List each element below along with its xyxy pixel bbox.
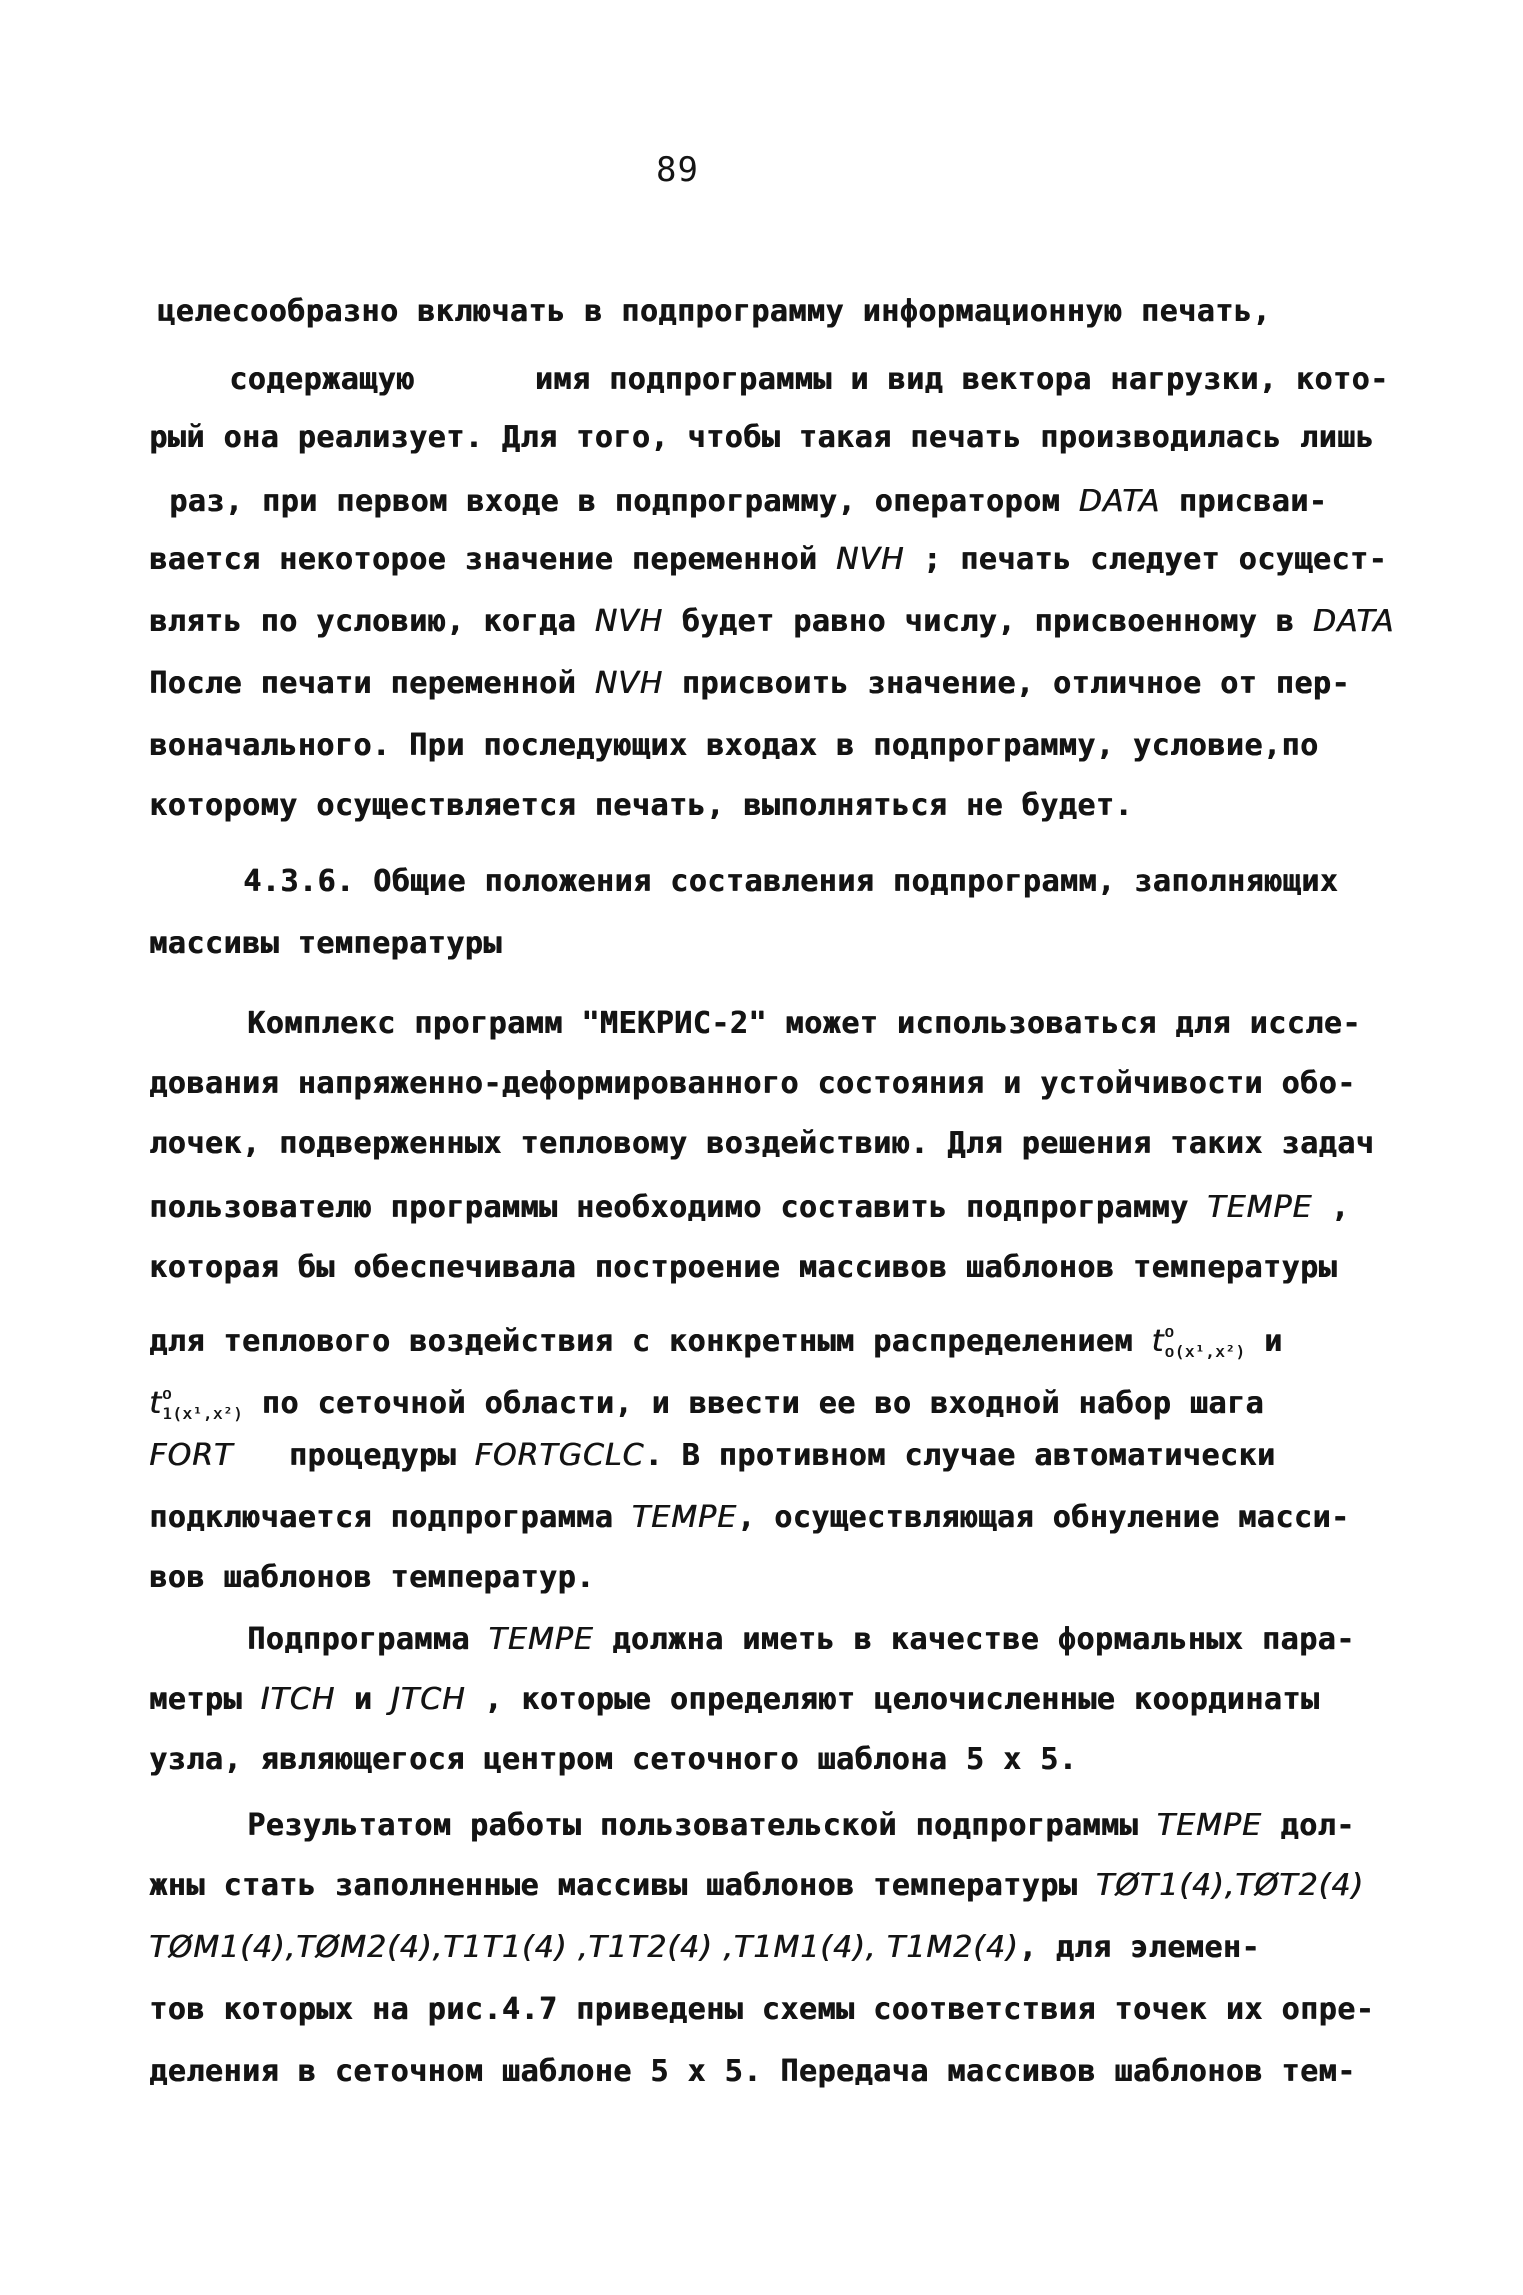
text-fragment: , осуществляющая обнуление масси- xyxy=(736,1500,1350,1535)
code-identifier: NVH xyxy=(594,604,664,639)
page-number: 89 xyxy=(656,150,699,190)
text-fragment: Подпрограмма xyxy=(247,1622,489,1657)
text-fragment: присваи- xyxy=(1160,484,1328,519)
text-fragment: ; печать следует осущест- xyxy=(904,542,1388,577)
text-fragment: дования напряженно-деформированного состояния и устойчивости обо- xyxy=(149,1066,1356,1101)
text-fragment: вов шаблонов температур. xyxy=(149,1560,595,1595)
text-fragment: метры xyxy=(149,1682,261,1717)
code-identifier: TEMPE xyxy=(1156,1808,1262,1843)
text-fragment: пользователю программы необходимо составить подпрограмму xyxy=(149,1190,1208,1225)
code-identifier: FORT xyxy=(149,1438,234,1473)
code-identifier: JTCH xyxy=(390,1682,466,1717)
text-fragment: должна иметь в качестве формальных пара- xyxy=(593,1622,1355,1657)
text-fragment: воначального. При последующих входах в подпрограмму, условие,по xyxy=(149,728,1319,763)
text-fragment: которая бы обеспечивала построение массивов шаблонов температуры xyxy=(149,1250,1338,1285)
text-fragment: которому осуществляется печать, выполняться не будет. xyxy=(149,788,1133,823)
text-fragment: процедуры xyxy=(233,1438,475,1473)
text-fragment: узла, являющегося центром сеточного шаблона 5 х 5. xyxy=(149,1742,1078,1777)
code-identifier: ITCH xyxy=(260,1682,336,1717)
text-fragment: , которые определяют целочисленные координаты xyxy=(465,1682,1320,1717)
text-fragment: влять по условию, когда xyxy=(149,604,595,639)
superscript: o xyxy=(161,1384,173,1403)
text-fragment: вается некоторое значение переменной xyxy=(149,542,836,577)
text-fragment: имя подпрограммы и вид вектора нагрузки, кото- xyxy=(534,362,1389,397)
text-fragment: и xyxy=(335,1682,391,1717)
text-fragment: целесообразно включать в подпрограмму информационную печать, xyxy=(157,294,1271,329)
text-fragment: будет равно числу, присвоенному в xyxy=(663,604,1313,639)
code-identifier: TEMPE xyxy=(631,1500,737,1535)
text-fragment: После печати переменной xyxy=(149,666,595,701)
section-heading-text: массивы температуры xyxy=(149,926,502,961)
text-fragment: лочек, подверженных тепловому воздействию. Для решения таких задач xyxy=(149,1126,1375,1161)
code-identifier: TØM1(4),TØM2(4),T1T1(4) ,T1T2(4) ,T1M1(4), T1M2(4) xyxy=(149,1930,1019,1965)
code-identifier: FORTGCLC xyxy=(474,1438,645,1473)
subscript: 1(x¹,x²) xyxy=(162,1404,244,1423)
text-fragment: жны стать заполненные массивы шаблонов температуры xyxy=(149,1868,1096,1903)
code-identifier: DATA xyxy=(1078,484,1161,519)
section-heading-text: 4.3.6. Общие положения составления подпрограмм, заполняющих xyxy=(243,864,1339,899)
paragraph-4-line-5 xyxy=(112,2012,1356,2092)
text-fragment: подключается подпрограмма xyxy=(149,1500,632,1535)
code-identifier: DATA xyxy=(1312,604,1395,639)
text-fragment: тов которых на рис.4.7 приведены схемы соответствия точек их опре- xyxy=(149,1992,1375,2027)
text-fragment: по сеточной области, и ввести ее во входной набор шага xyxy=(243,1386,1264,1421)
text-fragment: раз, при первом входе в подпрограмму, оператором xyxy=(169,484,1079,519)
temperature-symbol: t xyxy=(1151,1324,1165,1359)
text-fragment: Результатом работы пользовательской подпрограммы xyxy=(247,1808,1157,1843)
text-fragment: Комплекс программ "МЕКРИС-2" может использоваться для иссле- xyxy=(247,1006,1361,1041)
code-identifier: TEMPE xyxy=(1207,1190,1313,1225)
code-identifier: TØT1(4),TØT2(4) xyxy=(1095,1868,1364,1903)
section-heading-line-2 xyxy=(112,884,502,964)
text-fragment: для теплового воздействия с конкретным распределением xyxy=(149,1324,1152,1359)
code-identifier: NVH xyxy=(835,542,905,577)
paragraph-1-line-9 xyxy=(112,746,1133,826)
text-fragment: содержащую xyxy=(229,362,415,397)
text-fragment: деления в сеточном шаблоне 5 х 5. Передача массивов шаблонов тем- xyxy=(149,2054,1356,2089)
text-fragment: , xyxy=(1312,1190,1350,1225)
superscript: o xyxy=(1164,1322,1175,1341)
text-fragment: рый она реализует. Для того, чтобы такая печать производилась лишь xyxy=(149,420,1375,455)
code-identifier: NVH xyxy=(594,666,664,701)
text-fragment: . В противном случае автоматически xyxy=(644,1438,1276,1473)
text-fragment: , для элемен- xyxy=(1018,1930,1260,1965)
code-identifier: TEMPE xyxy=(488,1622,594,1657)
text-fragment: дол- xyxy=(1261,1808,1355,1843)
text-fragment: и xyxy=(1245,1324,1283,1359)
text-fragment: присвоить значение, отличное от пер- xyxy=(663,666,1350,701)
temperature-symbol: t xyxy=(149,1386,162,1421)
subscript: o(x¹,x²) xyxy=(1164,1342,1246,1361)
